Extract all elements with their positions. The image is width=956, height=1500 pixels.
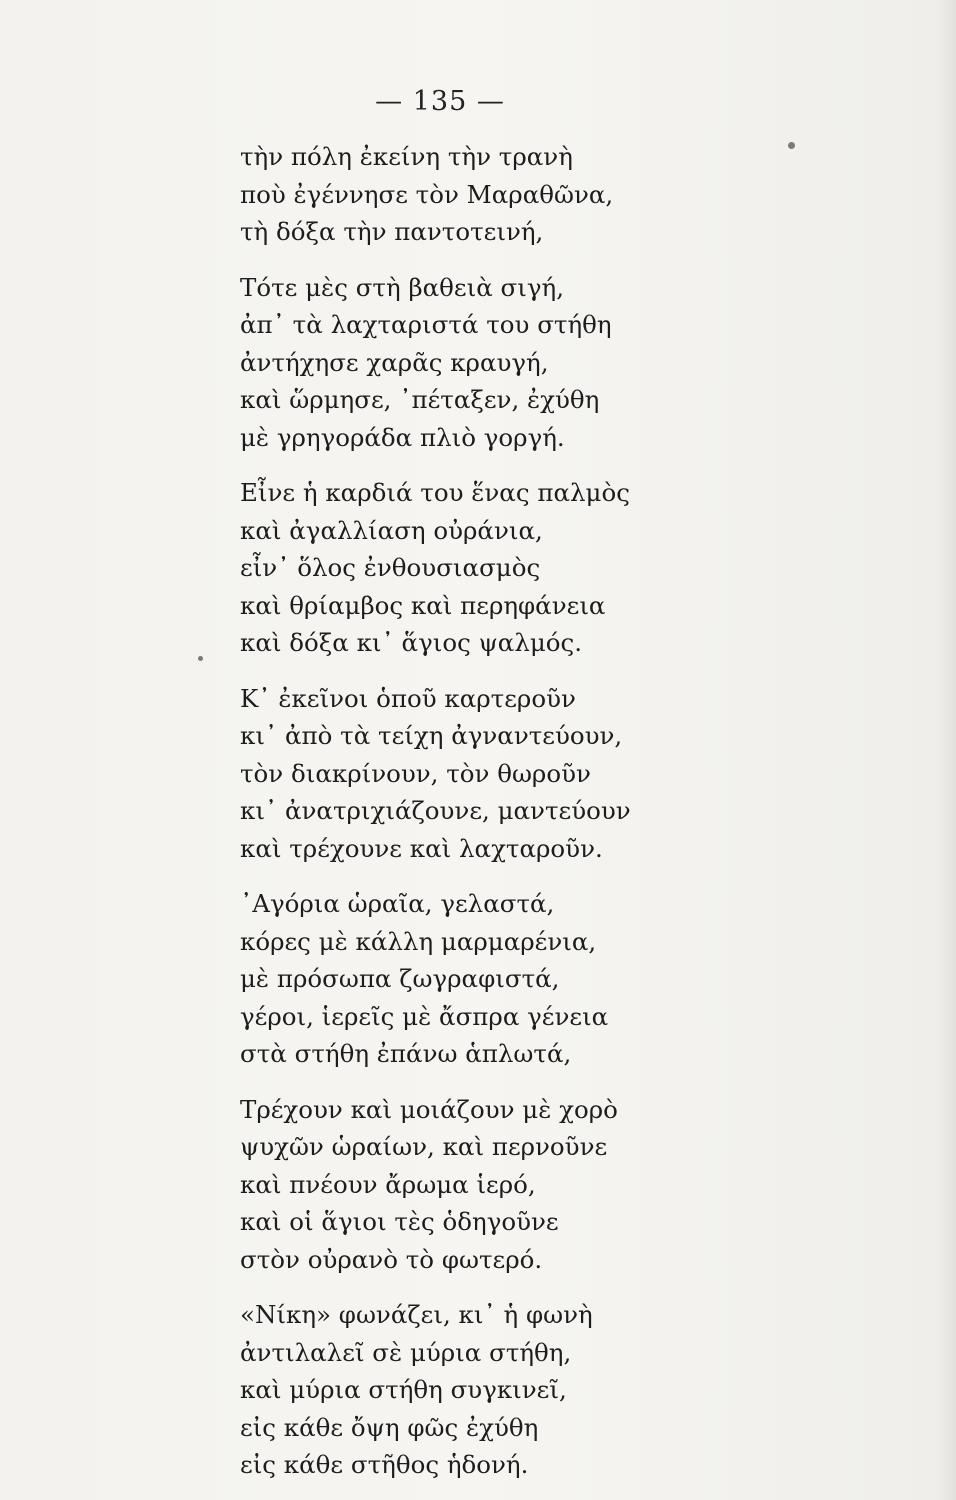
poem-line: ποὺ ἐγέννησε τὸν Μαραθῶνα,	[240, 179, 614, 209]
poem-line: τὴ δόξα τὴν παντοτεινή,	[240, 217, 544, 246]
stanza-4	[240, 680, 880, 868]
paper-speck	[788, 142, 795, 149]
stanza-2	[240, 269, 880, 457]
poem-line: ἀπ᾽ τὰ λαχταριστά του στήθη	[240, 310, 612, 339]
poem-line: Τότε μὲς στὴ βαθειὰ σιγή,	[240, 272, 564, 302]
poem-line: καὶ μύρια στήθη συγκινεῖ,	[240, 1375, 567, 1404]
poem-line: «Νίκη» φωνάζει, κι᾽ ἡ φωνὴ	[240, 1300, 593, 1329]
stanza-1	[240, 138, 880, 251]
stanza-6	[240, 1091, 880, 1279]
poem-line: μὲ πρόσωπα ζωγραφιστά,	[240, 964, 560, 993]
page-number: — 135 —	[375, 86, 505, 117]
poem-line: καὶ δόξα κι᾽ ἅγιος ψαλμός.	[240, 628, 583, 657]
poem-line: καὶ ἀγαλλίαση οὐράνια,	[240, 515, 543, 545]
poem-line: ψυχῶν ὡραίων, καὶ περνοῦνε	[240, 1132, 608, 1161]
poem	[240, 138, 880, 1500]
poem-line: ᾽Αγόρια ὡραῖα, γελαστά,	[240, 889, 555, 918]
stanza-7	[240, 1296, 880, 1484]
poem-line: ἀντήχησε χαρᾶς κραυγή,	[240, 347, 549, 377]
poem-line: γέροι, ἱερεῖς μὲ ἄσπρα γένεια	[240, 1001, 609, 1031]
poem-line: μὲ γρηγοράδα πλιὸ γοργή.	[240, 422, 565, 452]
stanza-3	[240, 474, 880, 662]
poem-line: καὶ πνέουν ἄρωμα ἱερό,	[240, 1169, 536, 1199]
poem-line: Κ᾽ ἐκεῖνοι ὁποῦ καρτεροῦν	[240, 683, 576, 713]
poem-line: Εἶνε ἡ καρδιά του ἕνας παλμὸς	[240, 478, 630, 507]
poem-line: κι᾽ ἀπὸ τὰ τείχη ἀγναντεύουν,	[240, 721, 623, 750]
poem-line: τὸν διακρίνουν, τὸν θωροῦν	[240, 758, 591, 788]
poem-line: στὰ στήθη ἐπάνω ἁπλωτά,	[240, 1039, 572, 1068]
poem-line: ἀντιλαλεῖ σὲ μύρια στήθη,	[240, 1337, 572, 1367]
stanza-5	[240, 885, 880, 1073]
poem-line: καὶ τρέχουνε καὶ λαχταροῦν.	[240, 833, 603, 863]
page-edge-shadow	[938, 0, 956, 1500]
poem-line: στὸν οὐρανὸ τὸ φωτερό.	[240, 1244, 543, 1274]
paper-speck	[198, 656, 203, 661]
poem-line: τὴν πόλη ἐκείνη τὴν τρανὴ	[240, 142, 573, 171]
poem-line: εἰς κάθε στῆθος ἡδονή.	[240, 1450, 529, 1479]
poem-line: κι᾽ ἀνατριχιάζουνε, μαντεύουν	[240, 796, 631, 825]
poem-line: κόρες μὲ κάλλη μαρμαρένια,	[240, 926, 597, 956]
poem-line: εἶν᾽ ὅλος ἐνθουσιασμὸς	[240, 553, 541, 582]
poem-line: Τρέχουν καὶ μοιάζουν μὲ χορὸ	[240, 1094, 618, 1124]
poem-line: καὶ οἱ ἅγιοι τὲς ὁδηγοῦνε	[240, 1207, 559, 1236]
poem-line: εἰς κάθε ὄψη φῶς ἐχύθη	[240, 1412, 539, 1442]
poem-line: καὶ θρίαμβος καὶ περηφάνεια	[240, 590, 606, 620]
poem-line: καὶ ὥρμησε, ᾽πέταξεν, ἐχύθη	[240, 385, 600, 414]
